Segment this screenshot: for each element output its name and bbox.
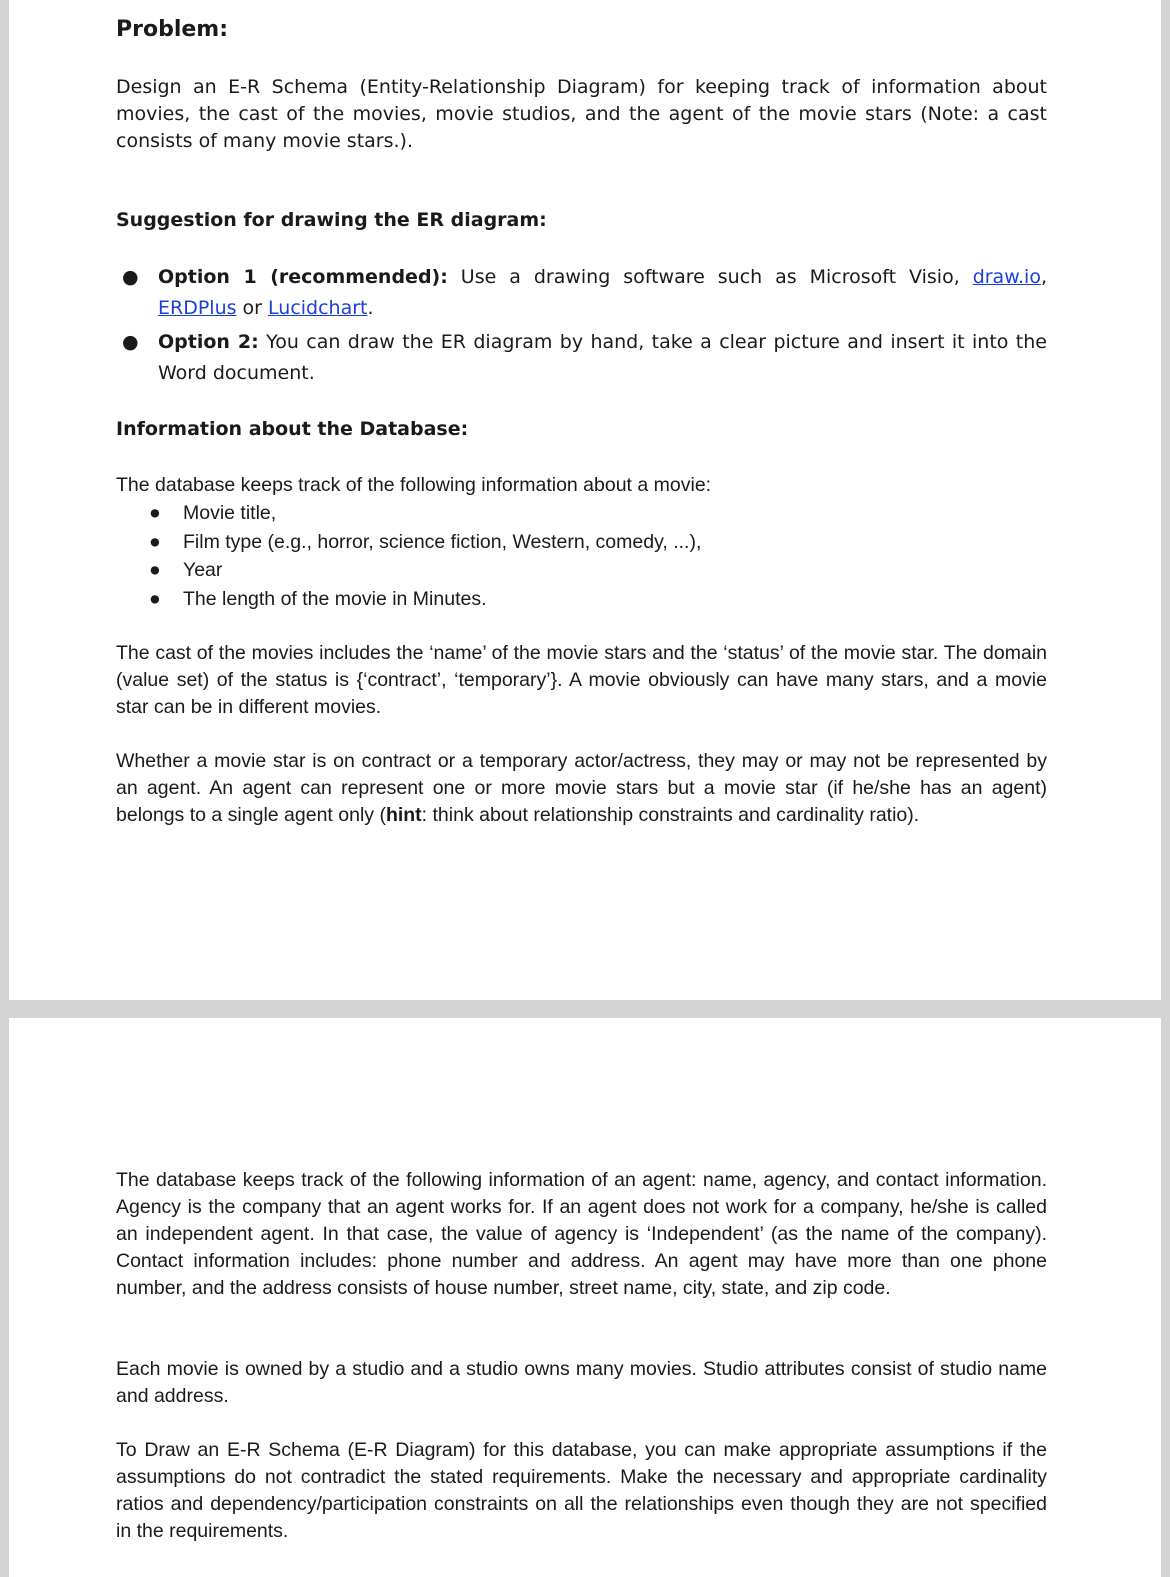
movie-attr-year: Year [183,559,223,581]
bullet-icon: ● [149,502,161,524]
option-1-label: Option 1 (recommended): [158,266,448,288]
lucidchart-link[interactable]: Lucidchart [268,297,368,319]
hint-label: hint [385,804,422,826]
option-2-label: Option 2: [158,331,259,353]
option-2-item [116,327,1047,389]
document-page-1 [9,0,1161,1000]
problem-description: Design an E-R Schema (Entity-Relationship Diagram) for keeping track of information about movies, the cast of the movies, movie studios, and the agent of the movie stars (Note: a cast consists of many movie stars.). [116,76,1047,152]
agent-info-paragraph: The database keeps track of the following information of an agent: name, agency, and contact information. Agency is the company that an agent works for. If an agent does not work for a company, he/she is called an independent agent. In that case, the value of agency is ‘Independent’ (as the name of the company). Contact information includes: phone number and address. An agent may have more than one phone number, and the address consists of house number, street name, city, state, and zip code. [116,1169,1047,1299]
movie-attr-type: Film type (e.g., horror, science fiction, Western, comedy, ...), [183,530,702,553]
cast-paragraph: The cast of the movies includes the ‘name’ of the movie stars and the ‘status’ of the movie star. The domain (value set) of the status is {‘contract’, ‘temporary’}. A movie obviously can have many stars, and a movie star can be in different movies. [116,642,1047,718]
option-1-sep1: , [1040,266,1047,288]
bullet-icon: ● [122,266,139,288]
studio-paragraph: Each movie is owned by a studio and a studio owns many movies. Studio attributes consist of studio name and address. [116,1358,1047,1407]
bullet-icon: ● [149,587,161,610]
option-list-2 [116,327,1047,389]
suggestion-heading: Suggestion for drawing the ER diagram: [116,209,547,231]
movie-intro: The database keeps track of the following information about a movie: [116,474,712,496]
agent-text-b: : think about relationship constraints and cardinality ratio). [421,804,920,826]
bullet-icon: ● [149,559,161,581]
option-1-text: Use a drawing software such as Microsoft Visio, [447,266,973,288]
option-1-item [116,262,1047,324]
agent-paragraph [116,748,1047,829]
drawio-link[interactable]: draw.io [972,266,1041,288]
option-1-end: . [367,297,374,319]
option-1-sep2: or [236,297,269,319]
bullet-icon: ● [122,331,139,353]
info-heading: Information about the Database: [116,418,469,440]
movie-attr-title: Movie title, [183,502,277,524]
list-item [149,585,701,614]
movie-attribute-list [149,499,701,613]
agent-text-a: Whether a movie star is on contract or a temporary actor/actress, they may or may not be represented by an agent. An agent can represent one or more movie stars but a movie star (if he/she has an agent) belongs to a single agent only ( [116,750,1047,826]
list-item [149,499,701,528]
document-page-2 [9,1018,1161,1577]
option-list [116,262,1047,324]
list-item [149,556,701,585]
problem-heading: Problem: [116,17,229,42]
option-2-text: You can draw the ER diagram by hand, take a clear picture and insert it into the Word document. [158,331,1047,384]
bullet-icon: ● [149,530,161,553]
movie-attr-length: The length of the movie in Minutes. [183,587,487,610]
assumption-paragraph: To Draw an E-R Schema (E-R Diagram) for this database, you can make appropriate assumptions if the assumptions do not contradict the stated requirements. Make the necessary and appropriate cardinality ratios and dependency/participation constraints on all the relationships even though they are not specified in the requirements. [116,1439,1047,1542]
erdplus-link[interactable]: ERDPlus [158,297,237,319]
list-item [149,528,701,557]
